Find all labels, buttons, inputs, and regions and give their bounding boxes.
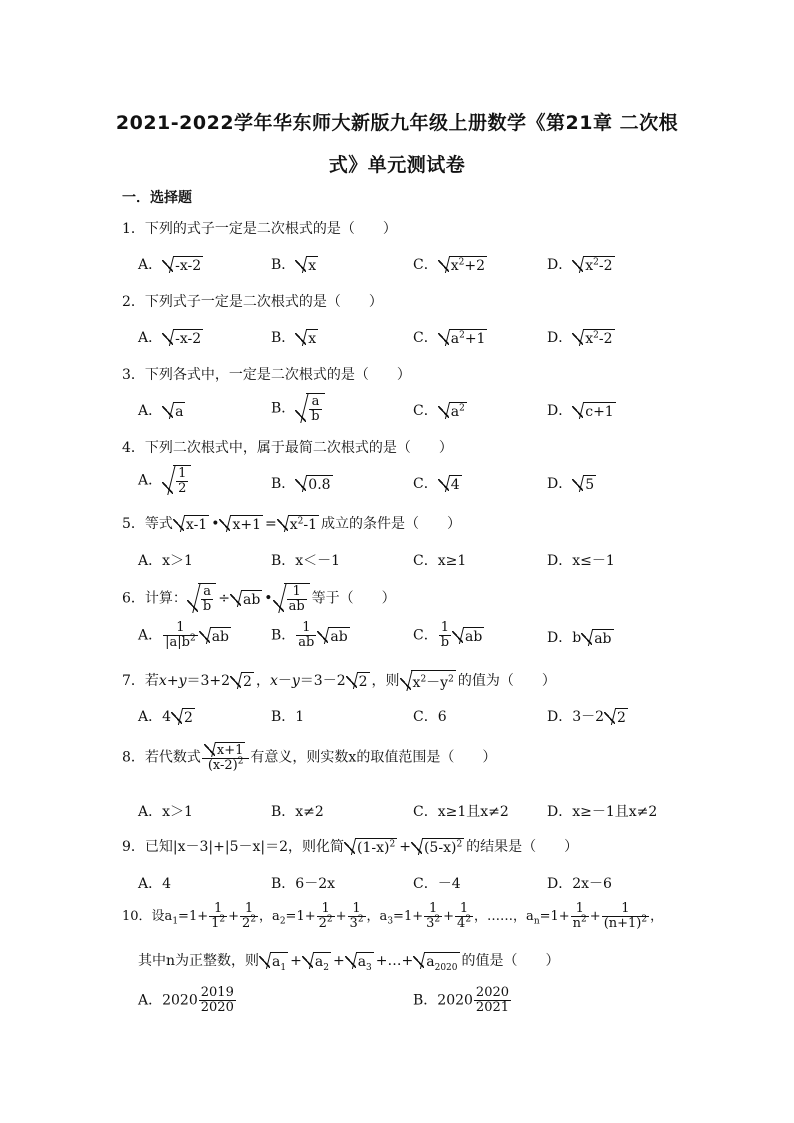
- q8-option-c: C．x≥1且x≠2: [413, 804, 509, 820]
- q4-option-b: B． 0.8: [271, 476, 331, 493]
- q4-option-d: D． 5: [547, 476, 595, 493]
- q8-option-b: B．x≠2: [271, 804, 324, 820]
- q5-option-a: A．x＞1: [138, 553, 193, 569]
- q4-option-c: C． 4: [413, 476, 460, 493]
- q1-option-d: D． $x^2-2$: [547, 257, 613, 274]
- question-2-stem: 2．下列式子一定是二次根式的是（ ）: [122, 294, 383, 310]
- q9-option-d: D．2x－6: [547, 876, 612, 892]
- q8-option-a: A．x＞1: [138, 804, 193, 820]
- q3-option-b: B． $\frac{a}{b}$: [271, 393, 327, 424]
- q9-option-b: B．6－2x: [271, 876, 335, 892]
- page-title-line2: 式》单元测试卷: [328, 154, 466, 176]
- q6-option-a: A． $\frac{1}{|a|b^2}$ ab: [138, 620, 230, 650]
- q7-option-a: A．4 2: [138, 709, 193, 726]
- q5-option-d: D．x≤－1: [547, 553, 615, 569]
- question-8-stem: 8．若代数式 $\frac{x+1}{(x-2)^2}$ 有意义，则实数x的取值范围是（ ）: [122, 743, 497, 773]
- question-10-stem-line1: 10．设$a_1=1+$ $\frac{1}{1^2}$ + $\frac{1}{2^2}$ ，$a_2=1+$ $\frac{1}{2^2}$ + $\frac{1}{3^2}$ ，$a_3=1+$ $\frac{1}{3^2}$ + $\frac{1}{4^2}$ ，……，$a_n=1+$ $\frac{1}{n^2}$ + $\frac{1}{(n+1)^2}$ ，: [122, 901, 664, 931]
- q9-option-a: A．4: [138, 876, 172, 892]
- q10-option-b: B．2020 $\frac{2020}{2021}$: [413, 985, 510, 1015]
- q7-option-b: B．1: [271, 709, 305, 725]
- q2-option-c: C． $a^2+1$: [413, 330, 486, 347]
- q8-option-d: D．x≥－1且x≠2: [547, 804, 658, 820]
- q3-option-a: A． a: [138, 403, 184, 420]
- question-1-stem: 1．下列的式子一定是二次根式的是（ ）: [122, 221, 397, 237]
- q1-option-c: C． $x^2+2$: [413, 257, 485, 274]
- q5-option-b: B．x＜－1: [271, 553, 341, 569]
- question-7-stem: 7．若x+y＝3+2 2 ，x－y＝3－2 2 ，则 $x^2-y^2$ 的值为（ ）: [122, 670, 556, 692]
- question-10-stem-line2: 其中n为正整数，则 $a_1$ + $a_2$ + $a_3$ +…+ $a_{2020}$ 的值是（ ）: [138, 953, 560, 973]
- q1-option-a: A． -x-2: [138, 257, 202, 274]
- q7-option-d: D．3－2 2: [547, 709, 626, 726]
- q4-option-a: A． $\frac{1}{2}$: [138, 465, 193, 496]
- question-3-stem: 3．下列各式中，一定是二次根式的是（ ）: [122, 367, 411, 383]
- q7-option-c: C．6: [413, 709, 447, 725]
- q2-option-b: B． x: [271, 330, 317, 347]
- page-title-line1: 2021-2022学年华东师大新版九年级上册数学《第21章 二次根: [115, 112, 679, 134]
- question-6-stem: 6．计算： $\frac{a}{b}$ ÷ ab • $\frac{1}{ab}$ 等于（ ）: [122, 584, 396, 614]
- question-5-stem: 5．等式 x-1 • x+1 = $x^2-1$ 成立的条件是（ ）: [122, 516, 462, 533]
- q5-option-c: C．x≥1: [413, 553, 467, 569]
- q2-option-d: D． $x^2-2$: [547, 330, 613, 347]
- question-9-stem: 9．已知|x－3|+|5－x|＝2，则化简 $(1-x)^2$ + $(5-x)^2$ 的结果是（ ）: [122, 839, 579, 856]
- q3-option-d: D． c+1: [547, 403, 614, 420]
- section-heading: 一．选择题: [122, 190, 192, 206]
- q10-option-a: A．2020 $\frac{2019}{2020}$: [138, 985, 234, 1015]
- q6-option-d: D．b ab: [547, 630, 612, 647]
- question-4-stem: 4．下列二次根式中，属于最简二次根式的是（ ）: [122, 440, 453, 456]
- q6-option-c: C． $\frac{1}{b}$ ab: [413, 620, 483, 650]
- q9-option-c: C．－4: [413, 876, 461, 892]
- q6-option-b: B． $\frac{1}{ab}$ ab: [271, 620, 348, 650]
- q1-option-b: B． x: [271, 257, 317, 274]
- q2-option-a: A． -x-2: [138, 330, 202, 347]
- q3-option-c: C． $a^2$: [413, 403, 465, 420]
